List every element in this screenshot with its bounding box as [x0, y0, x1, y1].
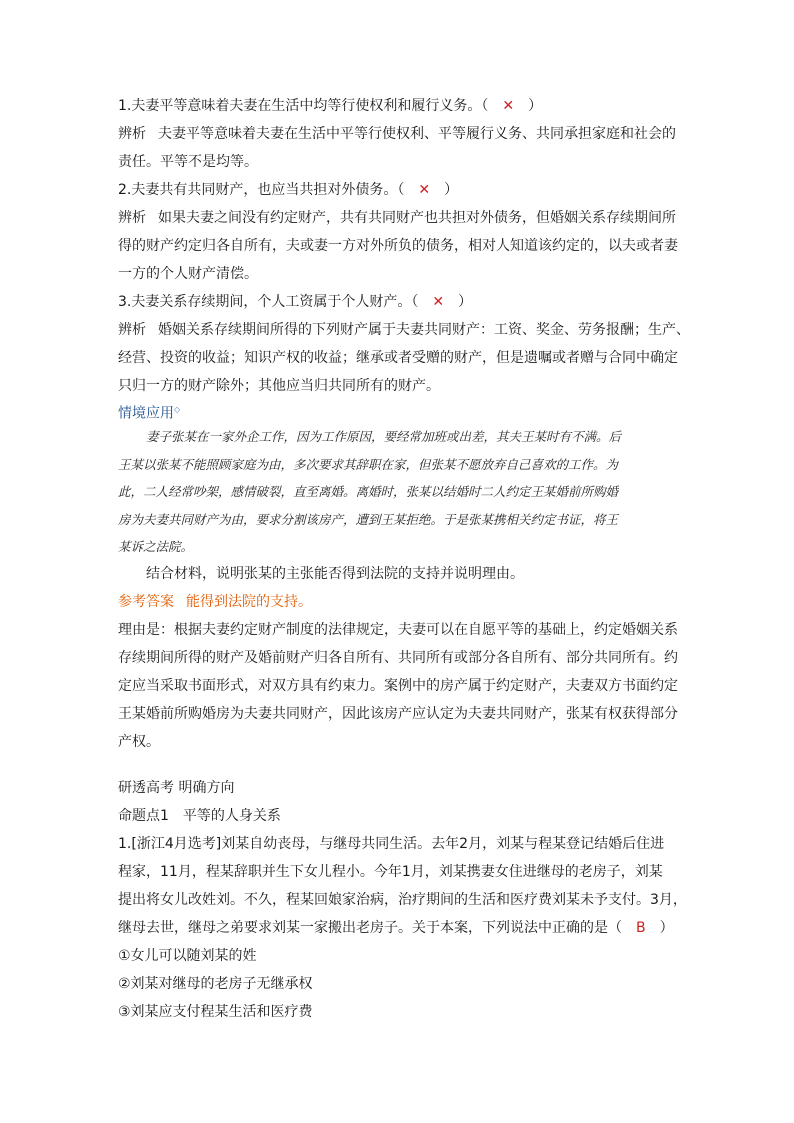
analysis-label: 辨析 [118, 322, 146, 338]
question-stem: 2.夫妻共有共同财产，也应当共担对外债务。（ [118, 182, 405, 198]
wrong-mark-icon: ✕ [502, 98, 515, 114]
reference-answer: 参考答案 能得到法院的支持。 理由是：根据夫妻约定财产制度的法律规定，夫妻可以在自愿平等的基础上，约定婚姻关系 存续期间所得的财产及婚前财产归各自所有、共同所有或部分各自所有、部分共同所有。约 定应当采取书面形式，对双方具有约束力。案例中的房产属于约定财产，夫妻双方书面约定 王某婚前所购婚房为夫妻共同财产，因此该房产应认定为夫妻共同财产，张某有权获得部分 产权。 [118, 594, 678, 750]
answer-mark: B [636, 920, 646, 936]
question-stem: 1.夫妻平等意味着夫妻在生活中均等行使权利和履行义务。（ [118, 98, 489, 114]
section-title: 研透高考 明确方向 [118, 780, 235, 796]
option-item: ③刘某应支付程某生活和医疗费 [118, 1004, 313, 1020]
analysis-label: 辨析 [118, 126, 146, 142]
question-1: 1.夫妻平等意味着夫妻在生活中均等行使权利和履行义务。（ ✕ ） 辨析 夫妻平等意味着夫妻在生活中平等行使权利、平等履行义务、共同承担家庭和社会的 责任。平等不是均等。 [118, 98, 676, 170]
question-2: 2.夫妻共有共同财产，也应当共担对外债务。（ ✕ ） 辨析 如果夫妻之间没有约定财产，共有共同财产也共担对外债务，但婚姻关系存续期间所 得的财产约定归各自所有，夫或妻一方对外所负的债务，相对人知道该约定的，以夫或者妻 一方的个人财产清偿。 [118, 182, 678, 282]
question-3: 3.夫妻关系存续期间，个人工资属于个人财产。（ ✕ ） 辨析 婚姻关系存续期间所得的下列财产属于夫妻共同财产：工资、奖金、劳务报酬；生产、 经营、投资的收益；知识产权的收益；继承或者受赠的财产，但是遗嘱或者赠与合同中确定 只归一方的财产除外；其他应当归共同所有的财产。 [118, 294, 690, 394]
question-stem: 3.夫妻关系存续期间，个人工资属于个人财产。（ [118, 294, 419, 310]
analysis-label: 辨析 [118, 210, 146, 226]
wrong-mark-icon: ✕ [432, 294, 445, 310]
option-item: ①女儿可以随刘某的姓 [118, 948, 257, 964]
proposition-point: 命题点1 平等的人身关系 [118, 808, 281, 824]
section-exam: 研透高考 明确方向 命题点1 平等的人身关系 1.[浙江4月选考]刘某自幼丧母，与继母共同生活。去年2月，刘某与程某登记结婚后住进 程家，11月，程某辞职并生下女儿程小。今年1月，刘某携妻女住进继母的老房子，刘某 提出将女儿改姓刘。不久，程某回娘家治病，治疗期间的生活和医疗费刘某未予支付。3月， 继母去世，继母之弟要求刘某一家搬出老房子。关于本案，下列说法中正确的是（ B ） ①女儿可以随刘某的姓 ②刘某对继母的老房子无继承权 ③刘某应支付程某生活和医疗费 [118, 774, 678, 1026]
answer-label: 参考答案 [118, 594, 174, 610]
marker-icon: ◇ [174, 405, 181, 414]
wrong-mark-icon: ✕ [418, 182, 431, 198]
option-item: ②刘某对继母的老房子无继承权 [118, 976, 313, 992]
case-question: 结合材料，说明张某的主张能否得到法院的支持并说明理由。 [146, 566, 524, 582]
situation-heading: 情境应用◇ [118, 405, 181, 422]
case-material: 妻子张某在一家外企工作，因为工作原因，要经常加班或出差，其夫王某时有不满。后 王某以张某不能照顾家庭为由，多次要求其辞职在家，但张某不愿放弃自己喜欢的工作。为 此，二人经常吵架，感情破裂，直至离婚。离婚时，张某以结婚时二人约定王某婚前所购婚 房为夫妻共同财产为由，要求分割该房产，遭到王某拒绝。于是张某携相关约定书证，将王 某诉之法院。 [118, 429, 622, 554]
